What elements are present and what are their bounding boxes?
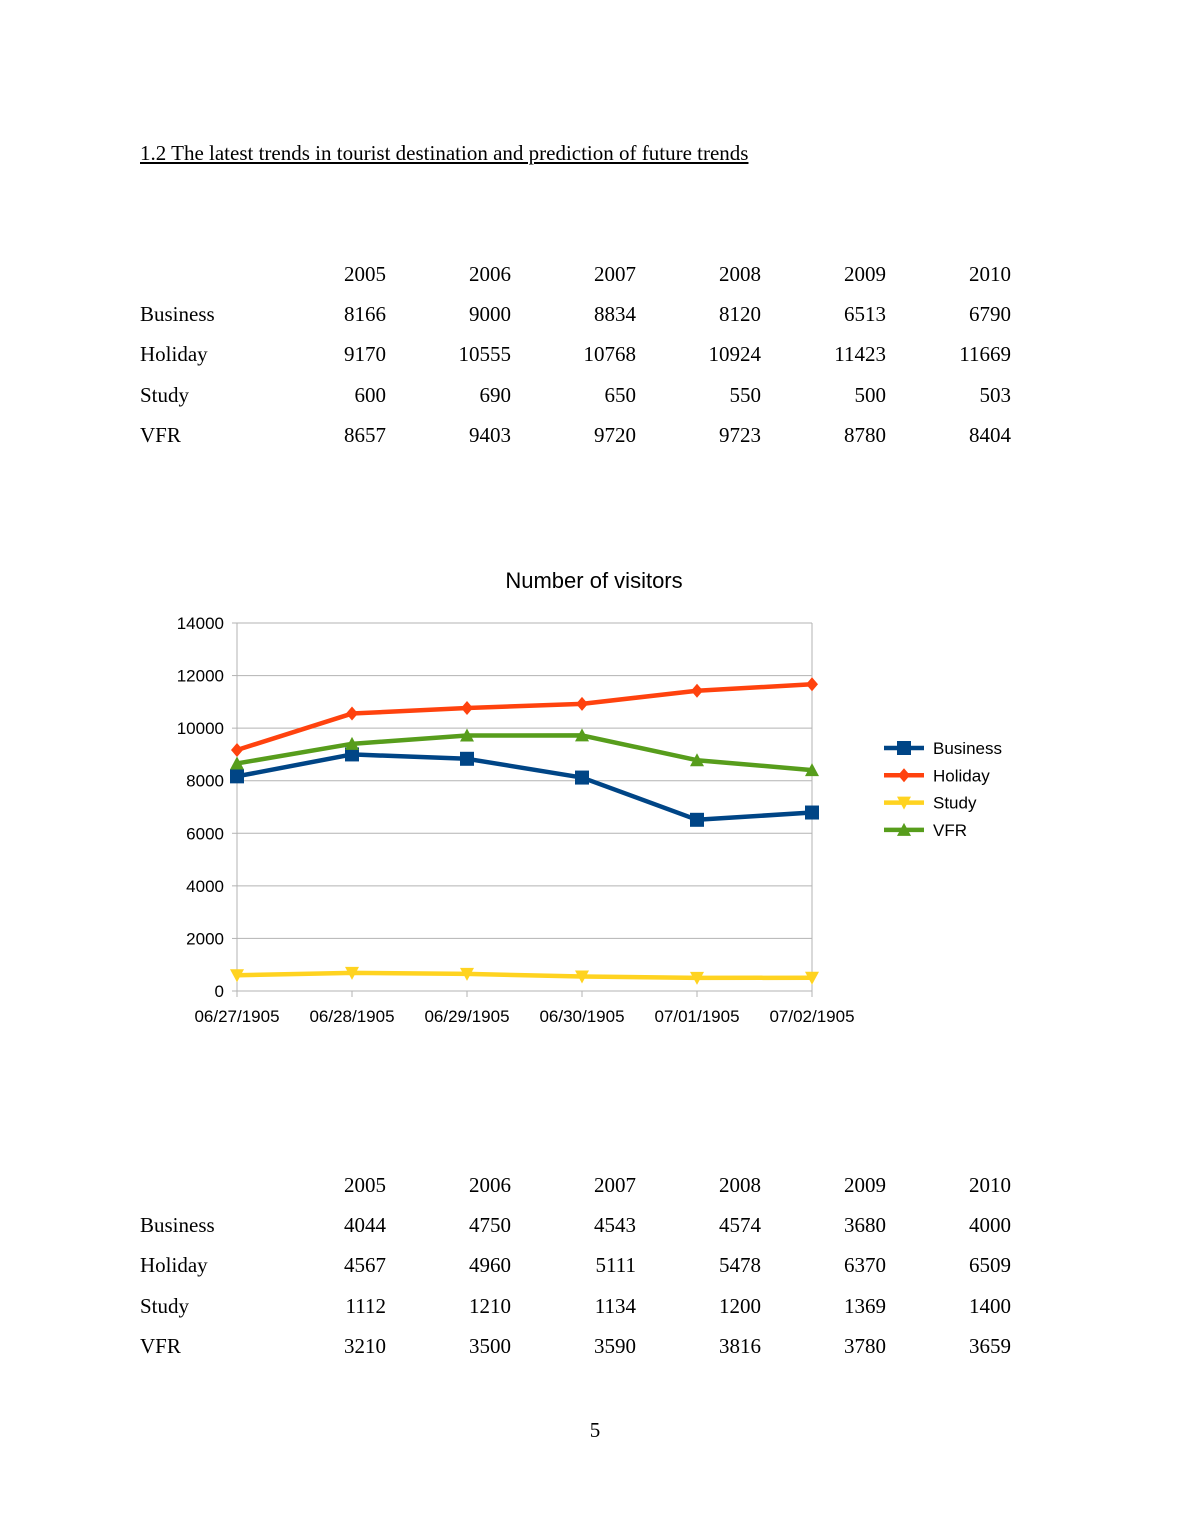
legend-item-vfr [884, 821, 967, 840]
row-label: Study [140, 1293, 190, 1318]
row-label: Business [140, 1213, 215, 1238]
line-chart [140, 555, 1050, 1045]
table-corner-cell [140, 254, 261, 294]
table-cell: 11423 [834, 342, 886, 367]
table-cell: 9000 [469, 302, 511, 327]
year-header: 2007 [594, 1172, 636, 1197]
diamond-marker [806, 677, 818, 691]
diamond-marker [691, 684, 703, 698]
table-row [140, 294, 1011, 334]
table-cell: 3780 [844, 1334, 886, 1359]
diamond-marker [461, 701, 473, 715]
table-cell: 10924 [708, 342, 761, 367]
diamond-marker [346, 707, 358, 721]
table-corner-cell [140, 1165, 261, 1205]
table-cell: 1210 [469, 1293, 511, 1318]
legend-label: Business [933, 739, 1002, 758]
legend-item-business [884, 739, 1002, 758]
table-cell: 4044 [344, 1213, 386, 1238]
diamond-marker [231, 743, 243, 757]
square-marker [897, 741, 911, 755]
table-row [140, 1246, 1011, 1286]
legend-label: VFR [933, 820, 967, 840]
y-tick-label: 2000 [186, 929, 224, 949]
table-cell: 4543 [594, 1213, 636, 1238]
y-tick-label: 6000 [186, 824, 224, 844]
legend-item-study [884, 794, 977, 813]
table-cell: 3680 [844, 1213, 886, 1238]
year-header: 2008 [719, 1172, 761, 1197]
year-header: 2008 [719, 261, 761, 286]
table-cell: 4960 [469, 1253, 511, 1278]
table-cell: 503 [979, 382, 1011, 407]
x-tick-label: 06/29/1905 [424, 1007, 510, 1026]
year-header: 2007 [594, 261, 636, 286]
table-cell: 3816 [719, 1334, 761, 1359]
year-header: 2005 [344, 261, 386, 286]
row-label: Holiday [140, 1253, 208, 1278]
legend-item-holiday [884, 766, 990, 785]
table-cell: 1369 [844, 1293, 886, 1318]
year-header: 2010 [969, 1172, 1011, 1197]
year-header: 2006 [469, 1172, 511, 1197]
table-cell: 8780 [844, 423, 886, 448]
table-cell: 9403 [469, 423, 511, 448]
table-cell: 650 [604, 382, 636, 407]
row-label: VFR [140, 1334, 181, 1359]
y-tick-label: 12000 [176, 666, 224, 686]
square-marker [690, 813, 704, 827]
series-line [237, 973, 812, 978]
table-row [140, 416, 1011, 456]
table-row [140, 1327, 1011, 1367]
row-label: VFR [140, 423, 181, 448]
square-marker [575, 771, 589, 785]
table-cell: 6790 [969, 302, 1011, 327]
table-row [140, 1286, 1011, 1326]
chart-legend [884, 739, 1002, 840]
series-business [230, 747, 819, 826]
x-tick-label: 07/02/1905 [769, 1007, 855, 1026]
table-cell: 5111 [595, 1253, 636, 1278]
y-tick-label: 14000 [176, 614, 224, 633]
table-header-row [140, 1165, 1011, 1205]
table-cell: 600 [354, 382, 386, 407]
table-cell: 4574 [719, 1213, 761, 1238]
diamond-marker [898, 768, 910, 782]
table-cell: 5478 [719, 1253, 761, 1278]
x-tick-label: 06/27/1905 [194, 1007, 280, 1026]
table-header-row [140, 254, 1011, 294]
year-header: 2010 [969, 261, 1011, 286]
table-cell: 1400 [969, 1293, 1011, 1318]
table-cell: 9723 [719, 423, 761, 448]
table-cell: 8166 [344, 302, 386, 327]
series-study [230, 967, 819, 985]
table-cell: 8404 [969, 423, 1011, 448]
table-cell: 1200 [719, 1293, 761, 1318]
table-cell: 1134 [594, 1293, 636, 1318]
year-header: 2009 [844, 261, 886, 286]
table-cell: 690 [479, 382, 511, 407]
table-cell: 8834 [594, 302, 636, 327]
table-cell: 3210 [344, 1334, 386, 1359]
table-row [140, 375, 1011, 415]
visitors-table-1 [140, 254, 1011, 456]
row-label: Business [140, 302, 215, 327]
square-marker [230, 769, 244, 783]
diamond-marker [576, 697, 588, 711]
chart-grid [237, 623, 812, 991]
table-cell: 9170 [344, 342, 386, 367]
row-label: Study [140, 382, 190, 407]
table-cell: 6370 [844, 1253, 886, 1278]
year-header: 2009 [844, 1172, 886, 1197]
year-header: 2005 [344, 1172, 386, 1197]
series-line [237, 735, 812, 770]
legend-label: Study [933, 793, 977, 813]
table-cell: 3659 [969, 1334, 1011, 1359]
square-marker [805, 806, 819, 820]
y-tick-label: 4000 [186, 876, 224, 896]
page-number: 5 [589, 1418, 601, 1442]
table-cell: 8120 [719, 302, 761, 327]
table-cell: 6509 [969, 1253, 1011, 1278]
y-tick-label: 0 [214, 982, 224, 1001]
table-cell: 6513 [844, 302, 886, 327]
table-cell: 10768 [583, 342, 636, 367]
x-tick-label: 07/01/1905 [654, 1007, 740, 1026]
series-line [237, 684, 812, 750]
x-tick-label: 06/28/1905 [309, 1007, 395, 1026]
table-cell: 550 [729, 382, 761, 407]
row-label: Holiday [140, 342, 208, 367]
table-cell: 3500 [469, 1334, 511, 1359]
section-heading: 1.2 The latest trends in tourist destination and prediction of future trends [140, 141, 749, 165]
table-cell: 8657 [344, 423, 386, 448]
series-holiday [231, 677, 818, 757]
table-row [140, 335, 1011, 375]
chart-title: Number of visitors [505, 568, 683, 593]
table-cell: 1112 [345, 1293, 386, 1318]
table-cell: 4750 [469, 1213, 511, 1238]
table-cell: 11669 [959, 342, 1011, 367]
table-cell: 10555 [458, 342, 511, 367]
visitors-table-2 [140, 1165, 1011, 1367]
table-cell: 9720 [594, 423, 636, 448]
legend-label: Holiday [933, 766, 990, 786]
table-cell: 4000 [969, 1213, 1011, 1238]
table-cell: 4567 [344, 1253, 386, 1278]
y-tick-label: 10000 [176, 719, 224, 739]
table-cell: 3590 [594, 1334, 636, 1359]
table-row [140, 1205, 1011, 1245]
year-header: 2006 [469, 261, 511, 286]
square-marker [460, 752, 474, 766]
x-tick-label: 06/30/1905 [539, 1007, 625, 1026]
table-cell: 500 [854, 382, 886, 407]
y-tick-label: 8000 [186, 771, 224, 791]
